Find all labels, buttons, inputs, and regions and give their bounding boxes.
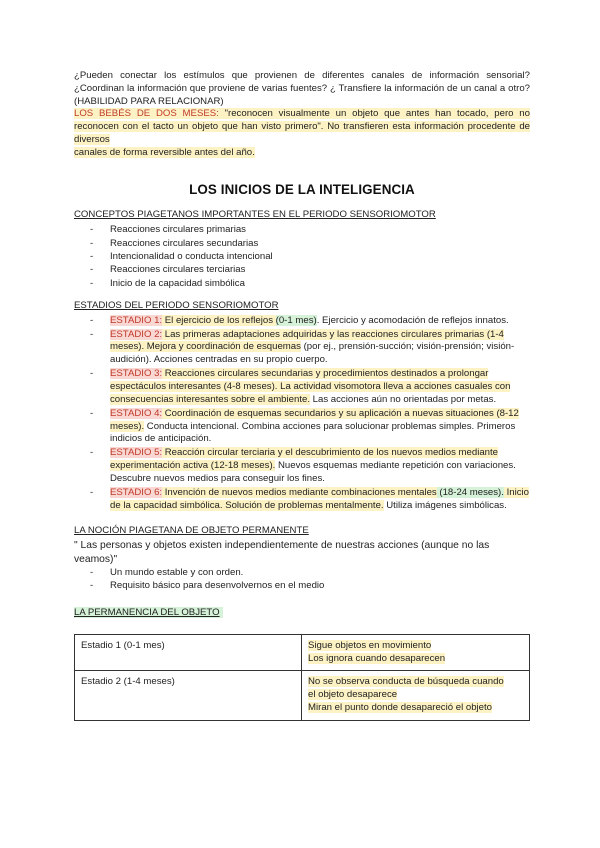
- table-cell-desc: No se observa conducta de búsqueda cuando el objeto desaparece Miran el punto donde desapareció el objeto: [302, 671, 530, 720]
- document-page: [74, 70, 530, 721]
- babies-quote: "reconocen visualmente un objeto que antes han tocado, pero no reconocen con el tacto un objeto que han visto primero".: [74, 108, 530, 133]
- stage-item-4: - ESTADIO 4: Coordinación de esquemas secundarios y su aplicación a nuevas situaciones (8-12 meses). Conducta intencional. Combina acciones para solucionar problemas simples. Primeros indicios de anticipación.: [90, 408, 530, 446]
- stage-item-1: - ESTADIO 1: El ejercicio de los reflejos (0-1 mes). Ejercicio y acomodación de reflejos innatos.: [90, 315, 530, 328]
- list-item: - Un mundo estable y con orden.: [90, 566, 530, 579]
- concepts-list: [74, 223, 530, 289]
- concepts-title: CONCEPTOS PIAGETANOS IMPORTANTES EN EL PERIODO SENSORIOMOTOR: [74, 208, 436, 220]
- object-notion-title: LA NOCIÓN PIAGETANA DE OBJETO PERMANENTE: [74, 524, 309, 536]
- table-cell-stage: Estadio 1 (0-1 mes): [75, 634, 302, 671]
- object-notion-list: [74, 566, 530, 593]
- stage-item-6: - ESTADIO 6: Invención de nuevos medios mediante combinaciones mentales (18-24 meses). Inicio de la capacidad simbólica. Solución de problemas mentalmente. Utiliza imágenes simbólicas.: [90, 487, 530, 513]
- table-cell-stage: Estadio 2 (1-4 meses): [75, 671, 302, 720]
- object-notion-quote: " Las personas y objetos existen independientemente de nuestras acciones (aunque no las veamos)": [74, 540, 490, 565]
- babies-rest: No transfieren esta información procedente de diversos: [74, 121, 531, 145]
- list-item: - Intencionalidad o conducta intencional: [90, 250, 530, 263]
- stage-item-5: - ESTADIO 5: Reacción circular terciaria y el descubrimiento de los nuevos medios mediante experimentación activa (12-18 meses). Nuevos esquemas mediante repetición con variaciones. Descubre nuevos medios para conseguir los fines.: [90, 447, 530, 485]
- babies-label: LOS BEBÉS DE DOS MESES:: [74, 108, 219, 120]
- stage-item-3: - ESTADIO 3: Reacciones circulares secundarias y procedimientos destinados a prolongar espectáculos interesantes (4-8 meses). La actividad visomotora lleva a acciones casuales con consecuencias interesantes sobre el ambiente. Las acciones aún no orientadas por metas.: [90, 368, 530, 406]
- list-item: - Reacciones circulares secundarias: [90, 237, 530, 250]
- table-cell-desc: Sigue objetos en movimiento Los ignora cuando desaparecen: [302, 634, 530, 671]
- permanence-table: [74, 634, 530, 721]
- list-item: - Reacciones circulares primarias: [90, 223, 530, 236]
- intro-babies: [74, 108, 530, 146]
- list-item: - Requisito básico para desenvolvernos en el medio: [90, 579, 530, 592]
- stage-item-2: - ESTADIO 2: Las primeras adaptaciones adquiridas y las reacciones circulares primarias (1-4 meses). Mejora y coordinación de esquemas (por ej., prensión-succión; visión-prensión; visión-audición). Acciones centradas en su propio cuerpo.: [90, 329, 530, 367]
- list-item: - Reacciones circulares terciarias: [90, 263, 530, 276]
- main-title: LOS INICIOS DE LA INTELIGENCIA: [189, 181, 415, 197]
- stages-list: [74, 315, 530, 513]
- intro-questions: ¿Pueden conectar los estímulos que provienen de diferentes canales de información sensorial? ¿Coordinan la información que proviene de varias fuentes? ¿ Transfiere la información de un canal a otro? (HABILIDAD PARA RELACIONAR): [74, 70, 530, 107]
- table-row: [75, 671, 530, 720]
- permanence-title: LA PERMANENCIA DEL OBJETO: [74, 607, 223, 618]
- table-row: [75, 634, 530, 671]
- stages-title: ESTADIOS DEL PERIODO SENSORIOMOTOR: [74, 299, 279, 311]
- intro-babies-rest2: canales de forma reversible antes del año.: [74, 146, 255, 158]
- list-item: - Inicio de la capacidad simbólica: [90, 277, 530, 290]
